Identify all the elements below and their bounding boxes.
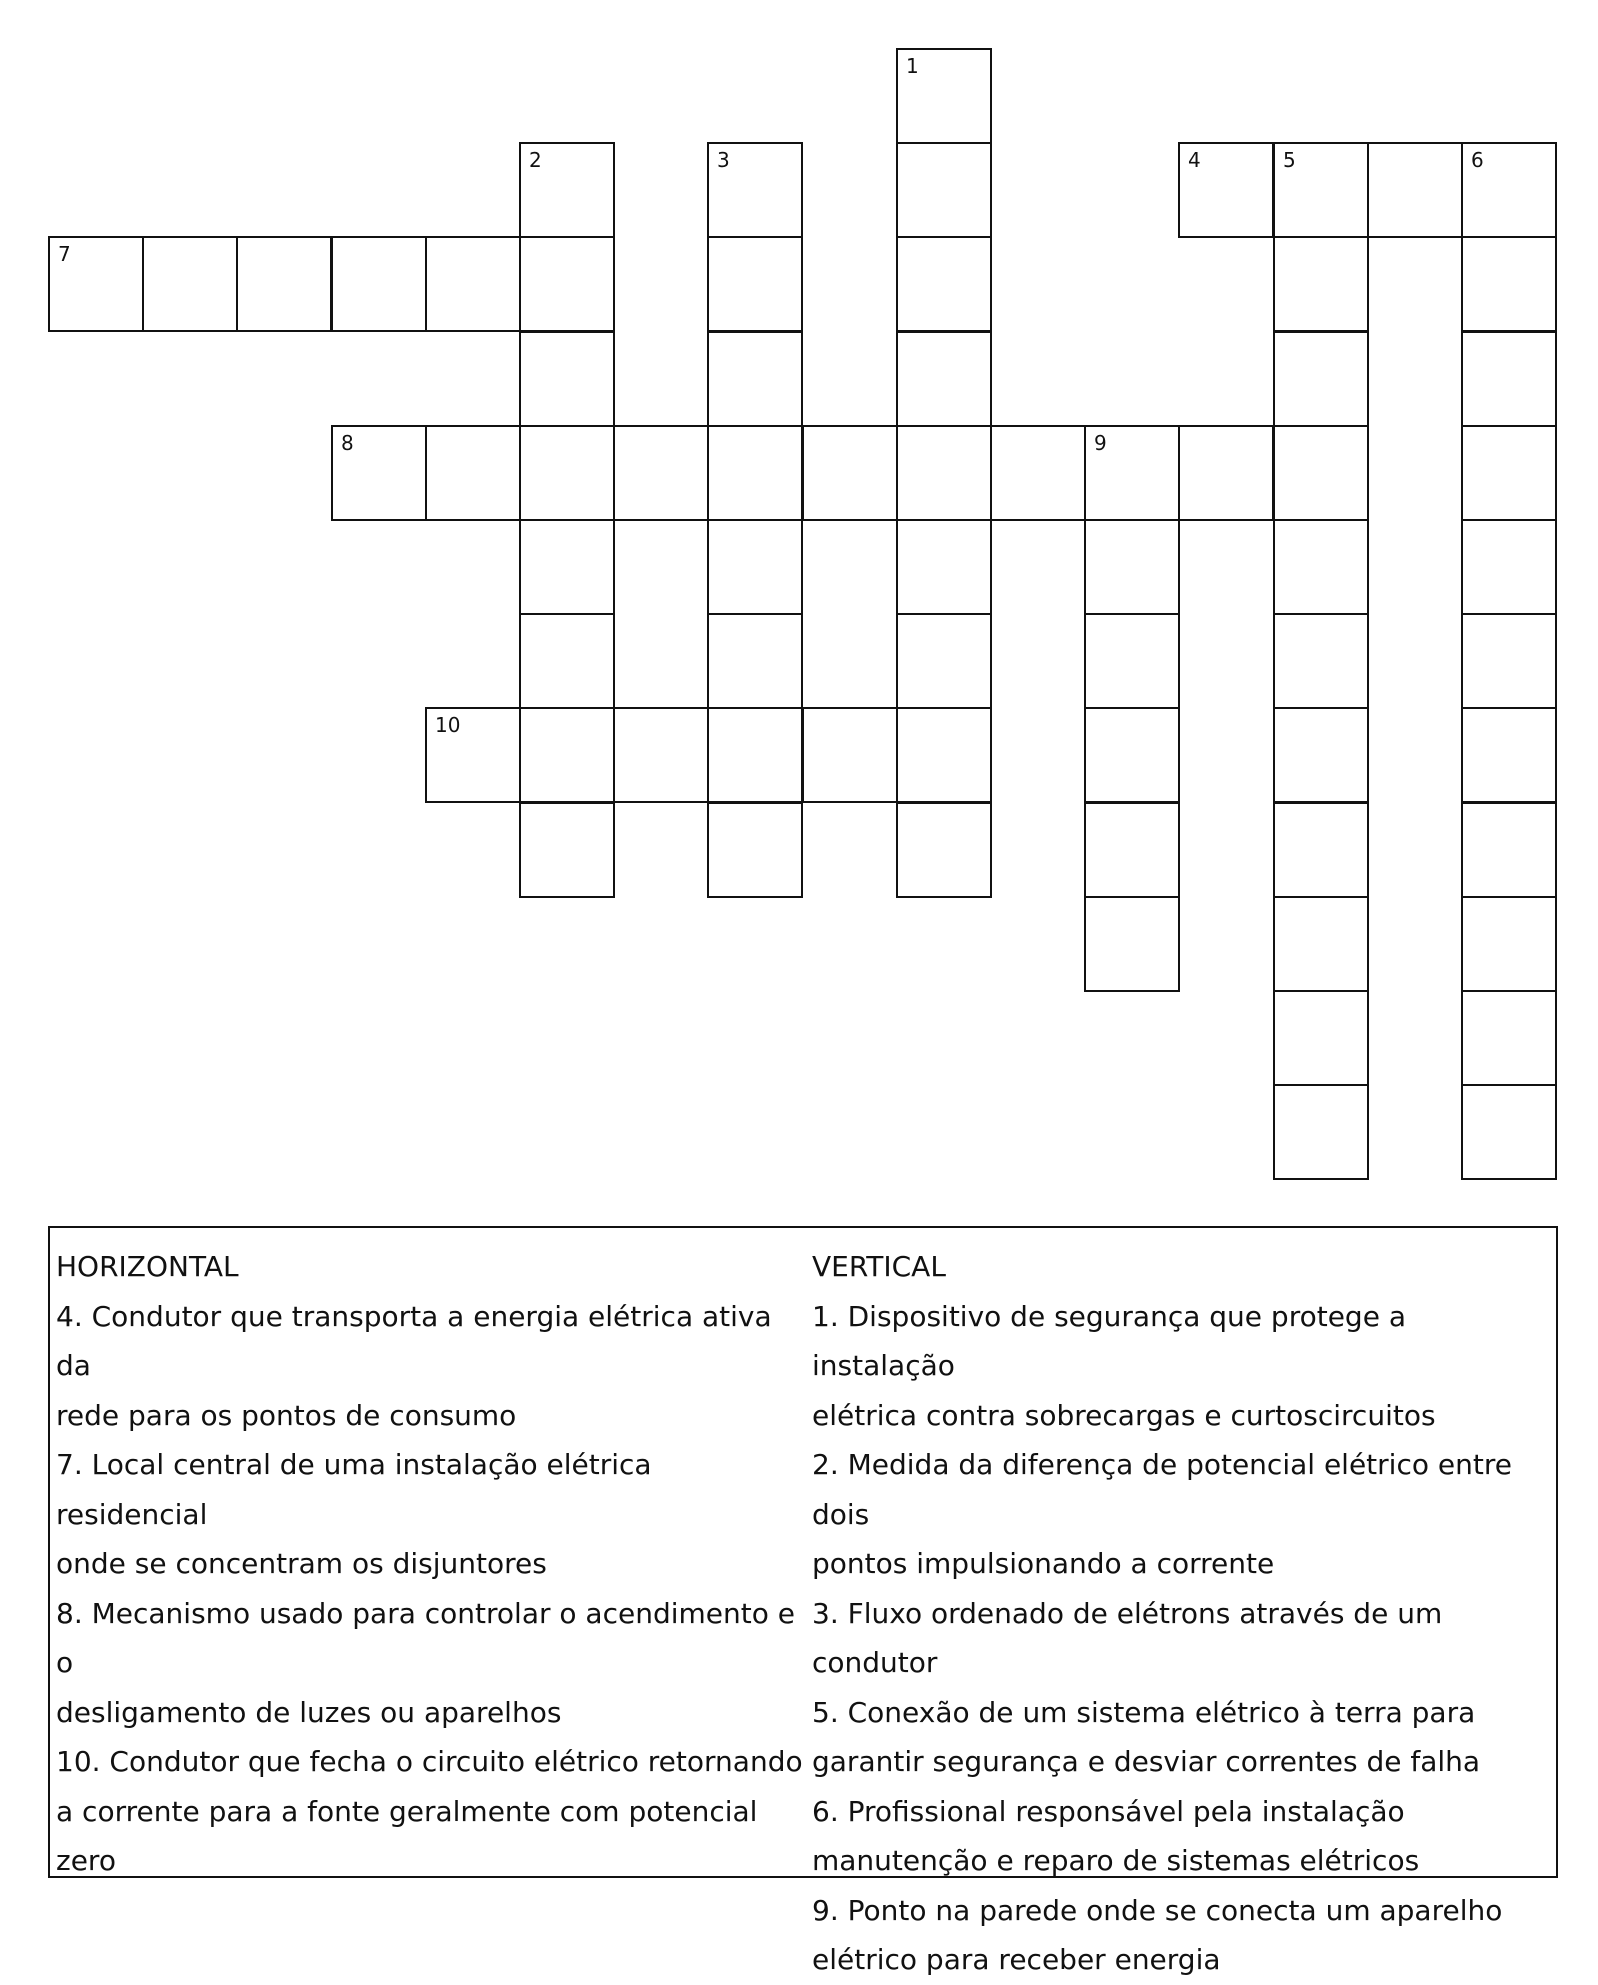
- clue-number: 2: [529, 148, 542, 172]
- clue-number: 5: [1283, 148, 1296, 172]
- crossword-cell[interactable]: [1461, 519, 1557, 615]
- vertical-clue-line: garantir segurança e desviar correntes de falha: [812, 1745, 1481, 1778]
- crossword-cell[interactable]: [707, 331, 803, 427]
- crossword-cell[interactable]: [1461, 236, 1557, 332]
- crossword-cell[interactable]: [1084, 425, 1180, 521]
- crossword-cell[interactable]: [1084, 707, 1180, 803]
- crossword-cell[interactable]: [1178, 142, 1274, 238]
- crossword-cell[interactable]: [990, 425, 1086, 521]
- crossword-cell[interactable]: [142, 236, 238, 332]
- vertical-clue-line: 2. Medida da diferença de potencial elétrico entre dois: [812, 1448, 1512, 1531]
- vertical-clue-line: 6. Profissional responsável pela instalação: [812, 1794, 1405, 1828]
- crossword-cell[interactable]: [1273, 519, 1369, 615]
- crossword-cell[interactable]: [48, 236, 144, 332]
- crossword-cell[interactable]: [519, 519, 615, 615]
- clue-number: 4: [1188, 148, 1201, 172]
- crossword-cell[interactable]: [1084, 613, 1180, 709]
- horizontal-heading: HORIZONTAL: [56, 1250, 239, 1283]
- crossword-cell[interactable]: [331, 425, 427, 521]
- crossword-cell[interactable]: [1084, 802, 1180, 898]
- crossword-cell[interactable]: [1461, 425, 1557, 521]
- clue-number: 8: [341, 431, 354, 455]
- vertical-clue-line: 5. Conexão de um sistema elétrico à terra para: [812, 1695, 1476, 1729]
- crossword-cell[interactable]: [1273, 425, 1369, 521]
- clue-number: 9: [1094, 431, 1107, 455]
- vertical-clue-line: elétrica contra sobrecargas e curtoscircuitos: [812, 1398, 1436, 1432]
- crossword-cell[interactable]: [1273, 331, 1369, 427]
- crossword-cell[interactable]: [1461, 896, 1557, 992]
- crossword-cell[interactable]: [1461, 990, 1557, 1086]
- clue-number: 10: [435, 713, 461, 737]
- crossword-cell[interactable]: [425, 425, 521, 521]
- crossword-cell[interactable]: [896, 707, 992, 803]
- crossword-cell[interactable]: [519, 425, 615, 521]
- crossword-cell[interactable]: [896, 331, 992, 427]
- crossword-cell[interactable]: [1461, 142, 1557, 238]
- vertical-clue-line: manutenção e reparo de sistemas elétricos: [812, 1844, 1420, 1877]
- horizontal-clue-line: 7. Local central de uma instalação elétrica residencial: [56, 1448, 652, 1531]
- crossword-cell[interactable]: [802, 425, 898, 521]
- crossword-cell[interactable]: [425, 707, 521, 803]
- crossword-cell[interactable]: [1273, 896, 1369, 992]
- crossword-cell[interactable]: [896, 236, 992, 332]
- vertical-clue-line: pontos impulsionando a corrente: [812, 1547, 1275, 1580]
- crossword-cell[interactable]: [896, 802, 992, 898]
- horizontal-clue-line: 10. Condutor que fecha o circuito elétrico retornando: [56, 1745, 803, 1778]
- crossword-cell[interactable]: [1273, 707, 1369, 803]
- crossword-cell[interactable]: [1461, 331, 1557, 427]
- vertical-clue-line: 9. Ponto na parede onde se conecta um aparelho: [812, 1893, 1503, 1927]
- crossword-cell[interactable]: [519, 802, 615, 898]
- crossword-cell[interactable]: [1461, 613, 1557, 709]
- crossword-cell[interactable]: [519, 236, 615, 332]
- crossword-cell[interactable]: [613, 425, 709, 521]
- crossword-cell[interactable]: [707, 236, 803, 332]
- crossword-cell[interactable]: [613, 707, 709, 803]
- crossword-cell[interactable]: [1178, 425, 1274, 521]
- crossword-cell[interactable]: [1273, 1084, 1369, 1180]
- crossword-cell[interactable]: [1273, 990, 1369, 1086]
- crossword-cell[interactable]: [896, 425, 992, 521]
- crossword-cell[interactable]: [707, 613, 803, 709]
- crossword-cell[interactable]: [1084, 519, 1180, 615]
- crossword-cell[interactable]: [1273, 236, 1369, 332]
- clue-number: 1: [906, 54, 919, 78]
- horizontal-clue-line: rede para os pontos de consumo: [56, 1398, 517, 1432]
- horizontal-clue-line: 4. Condutor que transporta a energia elétrica ativa da: [56, 1299, 772, 1382]
- horizontal-clue-line: 8. Mecanismo usado para controlar o acendimento e o: [56, 1596, 795, 1679]
- crossword-cell[interactable]: [519, 707, 615, 803]
- crossword-cell[interactable]: [707, 142, 803, 238]
- clue-number: 3: [717, 148, 730, 172]
- crossword-cell[interactable]: [1084, 896, 1180, 992]
- crossword-cell[interactable]: [1461, 1084, 1557, 1180]
- crossword-cell[interactable]: [519, 331, 615, 427]
- clues-box: [48, 1226, 1558, 1976]
- vertical-clue-line: 3. Fluxo ordenado de elétrons através de um condutor: [812, 1596, 1443, 1679]
- crossword-cell[interactable]: [519, 613, 615, 709]
- vertical-clue-line: elétrico para receber energia: [812, 1943, 1221, 1976]
- crossword-cell[interactable]: [1273, 802, 1369, 898]
- crossword-cell[interactable]: [519, 142, 615, 238]
- crossword-cell[interactable]: [896, 142, 992, 238]
- crossword-cell[interactable]: [1461, 802, 1557, 898]
- clue-number: 6: [1471, 148, 1484, 172]
- crossword-cell[interactable]: [707, 802, 803, 898]
- crossword-cell[interactable]: [331, 236, 427, 332]
- crossword-cell[interactable]: [707, 519, 803, 615]
- crossword-cell[interactable]: [1367, 142, 1463, 238]
- crossword-cell[interactable]: [707, 425, 803, 521]
- vertical-heading: VERTICAL: [812, 1250, 946, 1283]
- crossword-cell[interactable]: [1273, 142, 1369, 238]
- horizontal-clue-line: a corrente para a fonte geralmente com potencial zero: [56, 1794, 758, 1877]
- crossword-cell[interactable]: [802, 707, 898, 803]
- vertical-clues: [812, 1242, 1557, 1985]
- horizontal-clue-line: onde se concentram os disjuntores: [56, 1547, 547, 1580]
- vertical-clue-line: 1. Dispositivo de segurança que protege a instalação: [812, 1299, 1406, 1382]
- crossword-cell[interactable]: [896, 519, 992, 615]
- clue-number: 7: [58, 242, 71, 266]
- crossword-cell[interactable]: [425, 236, 521, 332]
- horizontal-clues: [56, 1242, 808, 1886]
- horizontal-clue-line: desligamento de luzes ou aparelhos: [56, 1695, 562, 1729]
- crossword-cell[interactable]: [236, 236, 332, 332]
- crossword-cell[interactable]: [896, 48, 992, 144]
- crossword-cell[interactable]: [707, 707, 803, 803]
- crossword-cell[interactable]: [896, 613, 992, 709]
- crossword-cell[interactable]: [1461, 707, 1557, 803]
- crossword-cell[interactable]: [1273, 613, 1369, 709]
